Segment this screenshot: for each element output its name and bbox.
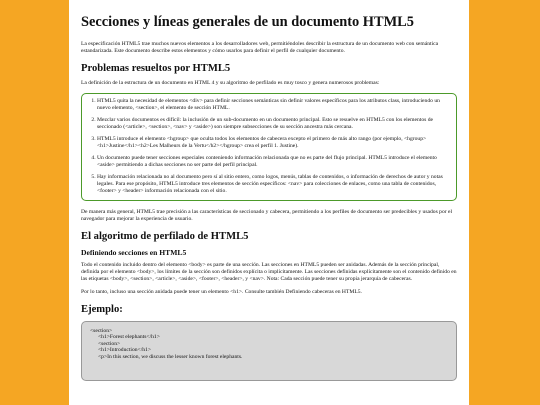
defining-sections-heading: Definiendo secciones en HTML5 [81, 248, 187, 257]
code-example [81, 321, 457, 381]
problem-item: 5. Hay información relacionada no al documento pero sí al sitio entero, como logos, menús, tablas de contenidos, o información de derechos de autor y notas legales. Para ese propósito, HTML5 introduce tres elementos de sección específicos: <nav> para colecciones de enlaces, como una tabla de contenidos, <footer> y <header> información relacionada con el sitio. [97, 174, 450, 195]
problem-item: 2. Mezclar varios documentos es difícil: la inclusión de un sub-documento en un documento principal. Esto se resuelve en HTML5 con los elementos de seccionado (<article>, <section>, <nav> y <aside>) son siempre subsecciones de su sección ancestra más cercana. [97, 117, 450, 131]
defining-paragraph-2: Por lo tanto, incluso una sección anidada puede tener un elemento <h1>. Consulte también Definiendo cabeceras en HTML5. [81, 289, 362, 295]
problems-box [81, 93, 457, 201]
problems-intro: La definición de la estructura de un documento en HTML 4 y su algoritmo de perfilado es muy tosco y genera numerosos problemas: [81, 80, 380, 86]
page-title: Secciones y líneas generales de un documento HTML5 [81, 14, 414, 30]
defining-paragraph-1: Todo el contenido incluido dentro del elemento <body> es parte de una sección. Las secciones en HTML5 pueden ser anidadas. Además de la sección principal, definida por el elemento <body>, los límites de la sección son definidos explícita o implícitamente. Las secciones definidas explícitamente son el contenido definido en las etiquetas <body>, <section>, <article>, <aside>, <footer>, <header>, y <nav>. Nota: Cada sección puede tener su propia jerarquía de cabeceras. [81, 262, 457, 282]
problems-list [86, 98, 450, 195]
code-line: <section> [90, 328, 113, 334]
algorithm-heading: El algoritmo de perfilado de HTML5 [81, 231, 249, 242]
code-line: <h1>Introduction</h1> [98, 347, 152, 354]
code-line: <h1>Forest elephants</h1> [98, 334, 160, 341]
problems-heading: Problemas resueltos por HTML5 [81, 63, 231, 74]
code-line: <section> [98, 340, 121, 347]
summary-paragraph: De manera más general, HTML5 trae precisión a las características de seccionado y cabecera, permitiendo a los perfiles de documento ser predecibles y usados por el navegador para mejorar la experiencia de usuario. [81, 209, 453, 222]
problem-item: 1. HTML5 quita la necesidad de elementos <div> para definir secciones semánticas sin definir valores específicos para los atributos class, introduciendo un nuevo elemento, <section>, el elemento de sección HTML. [97, 98, 450, 112]
intro-paragraph: La especificación HTML5 trae muchos nuevos elementos a los desarrolladores web, permitiéndoles describir la estructura de un documento web con semántica estandarizada. Este documento describe estos elementos y cómo usarlos para definir el perfil de cualquier documento. [81, 41, 439, 54]
problem-item: 4. Un documento puede tener secciones especiales conteniendo información relacionada que no es parte del flujo principal. HTML5 introduce el elemento <aside> permitiendo a dichas secciones no ser parte del perfil principal. [97, 155, 450, 169]
code-line: <p>In this section, we discuss the lesser known forest elephants. [98, 353, 243, 360]
example-heading: Ejemplo: [81, 304, 123, 315]
document-page [69, 0, 469, 405]
problem-item: 3. HTML5 introduce el elemento <hgroup> que oculta todos los elementos de cabecera excepto el primero de más alto rango (por ejemplo, <hgroup><h1>Justine</h1><h2>Les Malheurs de la Vertu</h2></hgroup> crea el perfil 1. Justine). [97, 136, 450, 150]
